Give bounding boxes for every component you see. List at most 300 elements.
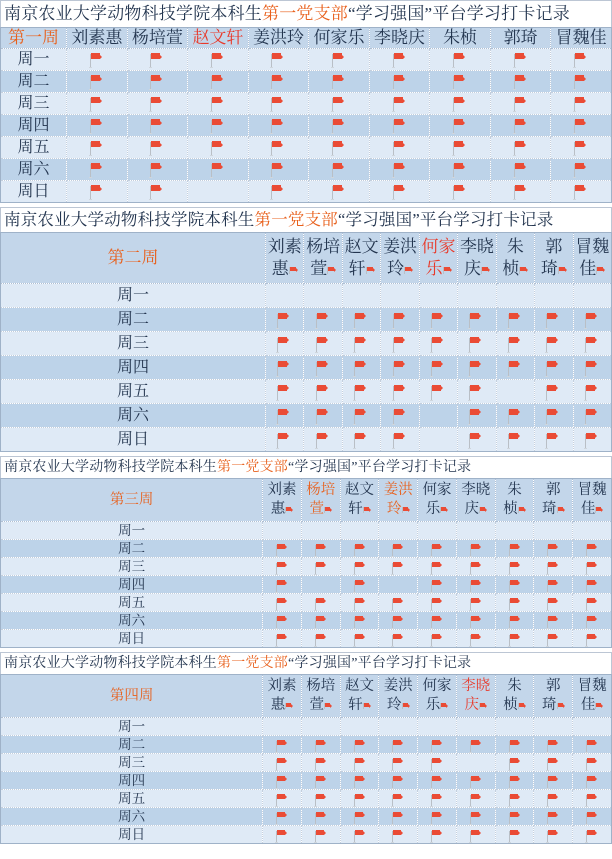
checkin-cell[interactable] xyxy=(301,594,340,612)
checkin-cell[interactable] xyxy=(304,380,342,404)
checkin-cell[interactable] xyxy=(381,356,419,380)
checkin-cell[interactable] xyxy=(309,137,370,159)
checkin-cell[interactable] xyxy=(266,284,304,308)
checkin-cell[interactable] xyxy=(419,380,457,404)
checkin-cell[interactable] xyxy=(309,49,370,71)
checkin-cell[interactable] xyxy=(573,356,611,380)
checkin-cell[interactable] xyxy=(535,332,573,356)
checkin-cell[interactable] xyxy=(418,558,457,576)
checkin-table-week4 xyxy=(0,674,612,844)
checkin-cell[interactable] xyxy=(418,594,457,612)
checkin-cell[interactable] xyxy=(456,808,495,826)
checkin-cell[interactable] xyxy=(418,522,457,540)
checkin-cell[interactable] xyxy=(430,71,491,93)
checkin-cell[interactable] xyxy=(263,594,302,612)
checkin-cell[interactable] xyxy=(418,612,457,630)
checkin-cell[interactable] xyxy=(534,772,573,790)
checkin-cell[interactable] xyxy=(418,540,457,558)
checkin-cell[interactable] xyxy=(301,558,340,576)
checkin-cell[interactable] xyxy=(248,71,309,93)
checkin-cell[interactable] xyxy=(490,71,551,93)
checkin-cell[interactable] xyxy=(495,826,534,844)
checkin-cell[interactable] xyxy=(188,93,249,115)
checkin-cell[interactable] xyxy=(342,332,380,356)
title-highlight: 第一党支部 xyxy=(254,210,338,229)
table-row xyxy=(1,332,612,356)
checkin-cell[interactable] xyxy=(573,540,612,558)
checkin-cell[interactable] xyxy=(456,612,495,630)
checkin-cell[interactable] xyxy=(301,576,340,594)
checkin-cell[interactable] xyxy=(263,808,302,826)
checkin-cell[interactable] xyxy=(340,540,379,558)
checkin-cell[interactable] xyxy=(573,718,612,736)
checkin-cell[interactable] xyxy=(456,594,495,612)
checkin-cell[interactable] xyxy=(573,522,612,540)
checkin-cell[interactable] xyxy=(456,790,495,808)
checkin-cell[interactable] xyxy=(304,332,342,356)
checkin-cell[interactable] xyxy=(495,630,534,648)
checkin-cell[interactable] xyxy=(573,576,612,594)
checkin-cell[interactable] xyxy=(266,380,304,404)
student-name-line2: 琦 xyxy=(535,258,572,280)
checkin-cell[interactable] xyxy=(342,404,380,428)
red-flag-icon xyxy=(586,757,598,771)
day-label: 周三 xyxy=(1,558,263,576)
checkin-cell[interactable] xyxy=(490,49,551,71)
red-flag-icon xyxy=(585,408,600,425)
checkin-cell[interactable] xyxy=(67,71,128,93)
checkin-cell[interactable] xyxy=(340,630,379,648)
checkin-cell[interactable] xyxy=(495,808,534,826)
checkin-cell[interactable] xyxy=(418,790,457,808)
checkin-cell[interactable] xyxy=(381,284,419,308)
checkin-cell[interactable] xyxy=(309,71,370,93)
checkin-cell[interactable] xyxy=(458,428,496,452)
red-flag-icon xyxy=(586,739,598,753)
table-row xyxy=(1,137,612,159)
checkin-cell[interactable] xyxy=(369,49,430,71)
checkin-cell[interactable] xyxy=(301,736,340,754)
checkin-cell[interactable] xyxy=(67,93,128,115)
checkin-cell[interactable] xyxy=(458,284,496,308)
checkin-cell[interactable] xyxy=(304,404,342,428)
checkin-cell[interactable] xyxy=(490,115,551,137)
checkin-cell[interactable] xyxy=(418,718,457,736)
table-row xyxy=(1,540,612,558)
checkin-cell[interactable] xyxy=(381,308,419,332)
checkin-cell[interactable] xyxy=(456,522,495,540)
checkin-cell[interactable] xyxy=(379,808,418,826)
checkin-cell[interactable] xyxy=(418,826,457,844)
checkin-cell[interactable] xyxy=(573,428,611,452)
checkin-cell[interactable] xyxy=(496,404,534,428)
checkin-cell[interactable] xyxy=(573,612,612,630)
checkin-cell[interactable] xyxy=(127,93,188,115)
checkin-cell[interactable] xyxy=(534,540,573,558)
checkin-cell[interactable] xyxy=(573,380,611,404)
checkin-cell[interactable] xyxy=(496,284,534,308)
checkin-cell[interactable] xyxy=(188,49,249,71)
checkin-cell[interactable] xyxy=(458,380,496,404)
checkin-cell[interactable] xyxy=(551,181,612,203)
checkin-cell[interactable] xyxy=(458,332,496,356)
red-flag-icon xyxy=(586,793,598,807)
checkin-cell[interactable] xyxy=(263,612,302,630)
checkin-cell[interactable] xyxy=(534,736,573,754)
checkin-cell[interactable] xyxy=(309,181,370,203)
table-row xyxy=(1,612,612,630)
checkin-cell[interactable] xyxy=(535,404,573,428)
checkin-cell[interactable] xyxy=(496,428,534,452)
red-flag-icon xyxy=(354,615,366,629)
checkin-cell[interactable] xyxy=(301,612,340,630)
red-flag-icon xyxy=(150,140,164,156)
checkin-cell[interactable] xyxy=(418,630,457,648)
checkin-cell[interactable] xyxy=(490,181,551,203)
checkin-cell[interactable] xyxy=(534,718,573,736)
checkin-cell[interactable] xyxy=(430,181,491,203)
checkin-cell[interactable] xyxy=(340,790,379,808)
day-label: 周二 xyxy=(1,540,263,558)
red-flag-icon xyxy=(586,615,598,629)
checkin-cell[interactable] xyxy=(188,115,249,137)
checkin-cell[interactable] xyxy=(535,284,573,308)
checkin-cell[interactable] xyxy=(495,594,534,612)
checkin-cell[interactable] xyxy=(379,826,418,844)
checkin-cell[interactable] xyxy=(301,826,340,844)
checkin-cell[interactable] xyxy=(430,115,491,137)
red-flag-icon xyxy=(595,507,603,513)
checkin-cell[interactable] xyxy=(263,558,302,576)
checkin-cell[interactable] xyxy=(248,49,309,71)
checkin-cell[interactable] xyxy=(573,284,611,308)
checkin-cell[interactable] xyxy=(304,428,342,452)
checkin-cell[interactable] xyxy=(340,558,379,576)
checkin-cell[interactable] xyxy=(534,754,573,772)
checkin-cell[interactable] xyxy=(266,404,304,428)
red-flag-icon xyxy=(354,561,366,575)
checkin-cell[interactable] xyxy=(456,558,495,576)
checkin-cell[interactable] xyxy=(534,612,573,630)
checkin-cell[interactable] xyxy=(430,93,491,115)
checkin-cell[interactable] xyxy=(301,630,340,648)
checkin-cell[interactable] xyxy=(248,159,309,181)
checkin-cell[interactable] xyxy=(188,181,249,203)
day-label: 周日 xyxy=(1,630,263,648)
checkin-cell[interactable] xyxy=(266,428,304,452)
checkin-cell[interactable] xyxy=(263,540,302,558)
checkin-cell[interactable] xyxy=(496,356,534,380)
checkin-cell[interactable] xyxy=(458,308,496,332)
checkin-cell[interactable] xyxy=(534,790,573,808)
checkin-cell[interactable] xyxy=(535,308,573,332)
checkin-cell[interactable] xyxy=(304,356,342,380)
checkin-cell[interactable] xyxy=(263,630,302,648)
checkin-cell[interactable] xyxy=(458,356,496,380)
red-flag-icon xyxy=(211,96,225,112)
checkin-cell[interactable] xyxy=(573,754,612,772)
checkin-cell[interactable] xyxy=(301,522,340,540)
checkin-cell[interactable] xyxy=(495,612,534,630)
checkin-cell[interactable] xyxy=(551,49,612,71)
checkin-cell[interactable] xyxy=(534,808,573,826)
day-label: 周六 xyxy=(1,159,67,181)
checkin-cell[interactable] xyxy=(573,594,612,612)
checkin-cell[interactable] xyxy=(573,630,612,648)
checkin-cell[interactable] xyxy=(340,772,379,790)
checkin-cell[interactable] xyxy=(551,137,612,159)
checkin-cell[interactable] xyxy=(309,93,370,115)
checkin-cell[interactable] xyxy=(379,594,418,612)
checkin-cell[interactable] xyxy=(301,808,340,826)
checkin-cell[interactable] xyxy=(381,380,419,404)
checkin-cell[interactable] xyxy=(573,808,612,826)
checkin-cell[interactable] xyxy=(430,49,491,71)
checkin-cell[interactable] xyxy=(379,612,418,630)
checkin-cell[interactable] xyxy=(340,522,379,540)
table-row xyxy=(1,284,612,308)
checkin-cell[interactable] xyxy=(263,772,302,790)
checkin-cell[interactable] xyxy=(340,826,379,844)
checkin-cell[interactable] xyxy=(573,558,612,576)
checkin-cell[interactable] xyxy=(340,808,379,826)
red-flag-icon xyxy=(393,312,408,329)
checkin-cell[interactable] xyxy=(379,718,418,736)
red-flag-icon xyxy=(514,140,528,156)
checkin-cell[interactable] xyxy=(573,736,612,754)
checkin-cell[interactable] xyxy=(418,754,457,772)
checkin-cell[interactable] xyxy=(340,612,379,630)
checkin-cell[interactable] xyxy=(534,558,573,576)
checkin-cell[interactable] xyxy=(263,754,302,772)
checkin-cell[interactable] xyxy=(379,754,418,772)
checkin-cell[interactable] xyxy=(535,380,573,404)
checkin-cell[interactable] xyxy=(419,404,457,428)
checkin-cell[interactable] xyxy=(379,630,418,648)
red-flag-icon xyxy=(315,633,327,647)
red-flag-icon xyxy=(431,543,443,557)
checkin-cell[interactable] xyxy=(534,576,573,594)
week-label: 第三周 xyxy=(1,479,263,522)
checkin-cell[interactable] xyxy=(379,576,418,594)
checkin-cell[interactable] xyxy=(263,576,302,594)
checkin-cell[interactable] xyxy=(418,772,457,790)
checkin-cell[interactable] xyxy=(127,49,188,71)
checkin-cell[interactable] xyxy=(495,790,534,808)
checkin-cell[interactable] xyxy=(266,356,304,380)
checkin-cell[interactable] xyxy=(551,159,612,181)
day-label: 周一 xyxy=(1,49,67,71)
checkin-cell[interactable] xyxy=(301,540,340,558)
checkin-cell[interactable] xyxy=(573,826,612,844)
checkin-cell[interactable] xyxy=(573,308,611,332)
checkin-cell[interactable] xyxy=(266,332,304,356)
red-flag-icon xyxy=(276,597,288,611)
student-name-line2: 萱 xyxy=(304,258,341,280)
checkin-cell[interactable] xyxy=(534,594,573,612)
checkin-cell[interactable] xyxy=(381,404,419,428)
checkin-cell[interactable] xyxy=(369,137,430,159)
checkin-cell[interactable] xyxy=(379,522,418,540)
red-flag-icon xyxy=(546,408,561,425)
checkin-cell[interactable] xyxy=(496,308,534,332)
checkin-cell[interactable] xyxy=(490,137,551,159)
checkin-cell[interactable] xyxy=(263,718,302,736)
checkin-cell[interactable] xyxy=(127,181,188,203)
student-name-header: 何家乐 xyxy=(309,28,370,49)
checkin-cell[interactable] xyxy=(418,576,457,594)
checkin-cell[interactable] xyxy=(379,736,418,754)
red-flag-icon xyxy=(315,561,327,575)
checkin-cell[interactable] xyxy=(534,826,573,844)
checkin-cell[interactable] xyxy=(369,181,430,203)
red-flag-icon xyxy=(392,829,404,843)
checkin-cell[interactable] xyxy=(456,540,495,558)
checkin-cell[interactable] xyxy=(573,790,612,808)
checkin-cell[interactable] xyxy=(340,754,379,772)
checkin-cell[interactable] xyxy=(495,772,534,790)
checkin-cell[interactable] xyxy=(309,115,370,137)
checkin-cell[interactable] xyxy=(430,137,491,159)
checkin-cell[interactable] xyxy=(127,71,188,93)
checkin-cell[interactable] xyxy=(456,718,495,736)
checkin-cell[interactable] xyxy=(342,284,380,308)
checkin-cell[interactable] xyxy=(301,790,340,808)
checkin-cell[interactable] xyxy=(188,71,249,93)
checkin-cell[interactable] xyxy=(573,772,612,790)
checkin-cell[interactable] xyxy=(67,181,128,203)
checkin-cell[interactable] xyxy=(301,718,340,736)
checkin-cell[interactable] xyxy=(419,332,457,356)
checkin-cell[interactable] xyxy=(263,522,302,540)
red-flag-icon xyxy=(557,703,565,709)
checkin-cell[interactable] xyxy=(495,540,534,558)
student-name-line2: 佳 xyxy=(573,696,611,715)
checkin-cell[interactable] xyxy=(309,159,370,181)
checkin-cell[interactable] xyxy=(248,115,309,137)
table-row xyxy=(1,558,612,576)
checkin-cell[interactable] xyxy=(127,137,188,159)
checkin-cell[interactable] xyxy=(301,754,340,772)
checkin-cell[interactable] xyxy=(496,380,534,404)
checkin-cell[interactable] xyxy=(188,159,249,181)
checkin-cell[interactable] xyxy=(551,115,612,137)
checkin-cell[interactable] xyxy=(304,308,342,332)
checkin-cell[interactable] xyxy=(419,308,457,332)
checkin-cell[interactable] xyxy=(67,137,128,159)
checkin-cell[interactable] xyxy=(573,404,611,428)
checkin-cell[interactable] xyxy=(369,115,430,137)
checkin-cell[interactable] xyxy=(419,284,457,308)
checkin-cell[interactable] xyxy=(573,332,611,356)
checkin-cell[interactable] xyxy=(67,49,128,71)
checkin-cell[interactable] xyxy=(248,137,309,159)
checkin-cell[interactable] xyxy=(340,736,379,754)
checkin-cell[interactable] xyxy=(419,428,457,452)
red-flag-icon xyxy=(150,96,164,112)
checkin-cell[interactable] xyxy=(495,558,534,576)
checkin-cell[interactable] xyxy=(490,159,551,181)
checkin-cell[interactable] xyxy=(456,754,495,772)
red-flag-icon xyxy=(354,543,366,557)
checkin-cell[interactable] xyxy=(340,576,379,594)
red-flag-icon xyxy=(470,793,482,807)
checkin-cell[interactable] xyxy=(379,790,418,808)
checkin-cell[interactable] xyxy=(248,181,309,203)
red-flag-icon xyxy=(276,579,288,593)
checkin-cell[interactable] xyxy=(490,93,551,115)
checkin-cell[interactable] xyxy=(304,284,342,308)
checkin-cell[interactable] xyxy=(379,540,418,558)
checkin-cell[interactable] xyxy=(381,428,419,452)
checkin-cell[interactable] xyxy=(418,808,457,826)
checkin-cell[interactable] xyxy=(495,576,534,594)
checkin-cell[interactable] xyxy=(535,356,573,380)
checkin-cell[interactable] xyxy=(369,71,430,93)
checkin-cell[interactable] xyxy=(495,754,534,772)
table-row xyxy=(1,522,612,540)
checkin-cell[interactable] xyxy=(535,428,573,452)
checkin-cell[interactable] xyxy=(379,772,418,790)
checkin-cell[interactable] xyxy=(342,380,380,404)
checkin-cell[interactable] xyxy=(458,404,496,428)
checkin-cell[interactable] xyxy=(266,308,304,332)
checkin-cell[interactable] xyxy=(340,718,379,736)
checkin-cell[interactable] xyxy=(456,826,495,844)
checkin-cell[interactable] xyxy=(263,826,302,844)
checkin-cell[interactable] xyxy=(534,522,573,540)
checkin-cell[interactable] xyxy=(340,594,379,612)
checkin-cell[interactable] xyxy=(301,772,340,790)
checkin-cell[interactable] xyxy=(496,332,534,356)
checkin-cell[interactable] xyxy=(551,71,612,93)
checkin-cell[interactable] xyxy=(495,718,534,736)
checkin-cell[interactable] xyxy=(67,115,128,137)
checkin-cell[interactable] xyxy=(534,630,573,648)
checkin-cell[interactable] xyxy=(67,159,128,181)
checkin-cell[interactable] xyxy=(342,308,380,332)
checkin-cell[interactable] xyxy=(379,558,418,576)
checkin-cell[interactable] xyxy=(127,115,188,137)
checkin-cell[interactable] xyxy=(369,93,430,115)
checkin-cell[interactable] xyxy=(430,159,491,181)
student-name-header xyxy=(342,233,380,284)
checkin-cell[interactable] xyxy=(381,332,419,356)
checkin-cell[interactable] xyxy=(342,356,380,380)
checkin-cell[interactable] xyxy=(495,522,534,540)
checkin-cell[interactable] xyxy=(456,630,495,648)
checkin-cell[interactable] xyxy=(263,790,302,808)
checkin-cell[interactable] xyxy=(551,93,612,115)
table-header-row xyxy=(1,233,612,284)
checkin-cell[interactable] xyxy=(419,356,457,380)
checkin-cell[interactable] xyxy=(456,772,495,790)
student-name-line1: 郭 xyxy=(546,678,561,694)
checkin-cell[interactable] xyxy=(456,576,495,594)
checkin-cell[interactable] xyxy=(188,137,249,159)
red-flag-icon xyxy=(574,74,588,90)
checkin-cell[interactable] xyxy=(495,736,534,754)
checkin-cell[interactable] xyxy=(248,93,309,115)
checkin-cell[interactable] xyxy=(263,736,302,754)
red-flag-icon xyxy=(574,96,588,112)
checkin-cell[interactable] xyxy=(342,428,380,452)
checkin-cell[interactable] xyxy=(127,159,188,181)
checkin-cell[interactable] xyxy=(456,736,495,754)
checkin-cell[interactable] xyxy=(369,159,430,181)
red-flag-icon xyxy=(574,184,588,200)
checkin-cell[interactable] xyxy=(418,736,457,754)
